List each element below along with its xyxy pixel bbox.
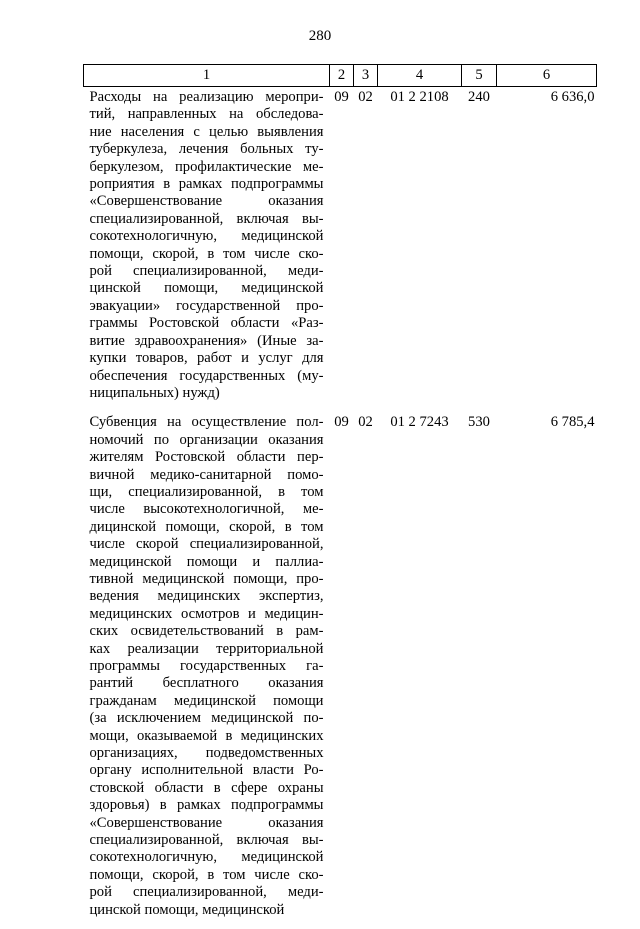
header-col-1: 1 [84,65,330,87]
row-section-code: 09 [330,87,354,413]
table-body [84,87,597,929]
description-line: эвакуации» государственной про- [90,298,324,315]
description-line: ках реализации территориальной [90,641,324,658]
description-line: граммы Ростовской области «Раз- [90,315,324,332]
description-line: органу исполнительной власти Ро- [90,762,324,779]
row-description [84,87,330,413]
description-line: здоровья) в рамках подпрограммы [90,797,324,814]
description-line: ние населения с целью выявления [90,124,324,141]
description-line: витие здравоохранения» (Иные за- [90,333,324,350]
table-row [84,87,597,413]
description-line: мощи, оказываемой в медицинских [90,728,324,745]
header-col-5: 5 [462,65,497,87]
description-line: гражданам медицинской помощи [90,693,324,710]
header-row [84,65,597,87]
description-line: Субвенция на осуществление пол- [90,414,324,431]
description-line: программы государственных га- [90,658,324,675]
description-line: стовской области в сфере охраны [90,780,324,797]
description-line: помощи, скорой, в том числе ско- [90,867,324,884]
description-line: рой специализированной, меди- [90,884,324,901]
budget-table [83,64,597,929]
description-line: рантий бесплатного оказания [90,675,324,692]
description-line: специализированной, включая вы- [90,211,324,228]
table-header [84,65,597,87]
row-expense-type: 530 [462,412,497,929]
page-number: 280 [0,28,640,45]
row-target-article: 01 2 7243 [378,412,462,929]
description-line: организациях, подведомственных [90,745,324,762]
description-line: помощи, скорой, в том числе ско- [90,246,324,263]
row-section-code: 09 [330,412,354,929]
header-col-3: 3 [354,65,378,87]
header-col-4: 4 [378,65,462,87]
description-line: жителям Ростовской области пер- [90,449,324,466]
description-line: медицинской помощи и паллиа- [90,554,324,571]
row-subsection-code: 02 [354,87,378,413]
description-line: медицинских осмотров и медицин- [90,606,324,623]
description-line: сокотехнологичную, медицинской [90,849,324,866]
description-line: вичной медико-санитарной помо- [90,467,324,484]
description-line: тий, направленных на обследова- [90,106,324,123]
table-row [84,412,597,929]
description-line: ниципальных) нужд) [90,385,324,402]
description-line: тивной медицинской помощи, про- [90,571,324,588]
description-line: сокотехнологичную, медицинской [90,228,324,245]
description-line: числе высокотехнологичной, ме- [90,501,324,518]
description-line: числе скорой специализированной, [90,536,324,553]
description-line: купки товаров, работ и услуг для [90,350,324,367]
description-line: беркулезом, профилактические ме- [90,159,324,176]
description-line: (за исключением медицинской по- [90,710,324,727]
row-subsection-code: 02 [354,412,378,929]
description-line: дицинской помощи, скорой, в том [90,519,324,536]
row-amount: 6 785,4 [497,412,597,929]
description-line: туберкулеза, лечения больных ту- [90,141,324,158]
description-line: «Совершенствование оказания [90,815,324,832]
description-line: щи, специализированной, в том [90,484,324,501]
header-col-2: 2 [330,65,354,87]
description-line: «Совершенствование оказания [90,193,324,210]
description-line: специализированной, включая вы- [90,832,324,849]
row-amount: 6 636,0 [497,87,597,413]
header-col-6: 6 [497,65,597,87]
description-line: обеспечения государственных (му- [90,368,324,385]
description-line: роприятия в рамках подпрограммы [90,176,324,193]
row-target-article: 01 2 2108 [378,87,462,413]
row-description [84,412,330,929]
description-line: ведения медицинских экспертиз, [90,588,324,605]
description-line: рой специализированной, меди- [90,263,324,280]
row-expense-type: 240 [462,87,497,413]
description-line: цинской помощи, медицинской [90,280,324,297]
description-line: номочий по организации оказания [90,432,324,449]
description-line: Расходы на реализацию меропри- [90,89,324,106]
description-line: ских освидетельствований в рам- [90,623,324,640]
description-line: цинской помощи, медицинской [90,902,324,919]
